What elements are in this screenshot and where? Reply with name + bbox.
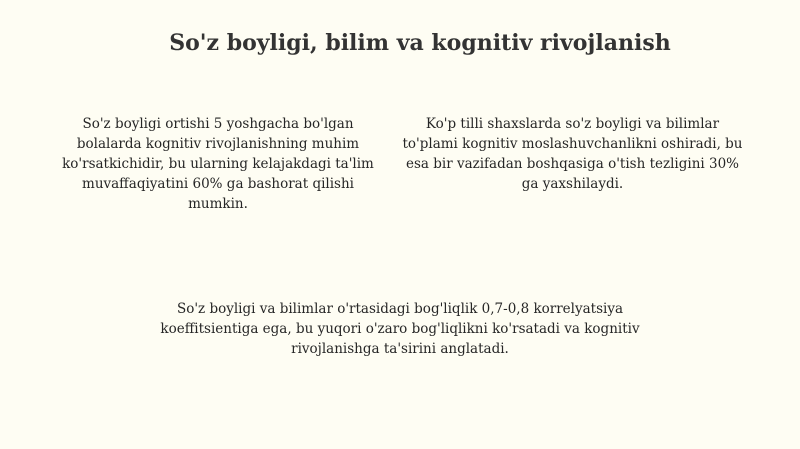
fact-paragraph-vocabulary-children: So'z boyligi ortishi 5 yoshgacha bo'lgan bolalarda kognitiv rivojlanishning muhim ko'rsatkichidir, bu ularning kelajakdagi ta'lim muvaffaqiyatini 60% ga bashorat qilishi mumkin. — [62, 116, 374, 212]
fact-paragraph-correlation: So'z boyligi va bilimlar o'rtasidagi bog'liqlik 0,7-0,8 korrelyatsiya koeffitsientiga ega, bu yuqori o'zaro bog'liqlikni ko'rsatadi va kognitiv rivojlanishga ta'sirini anglatadi. — [160, 301, 640, 357]
slide-title: So'z boyligi, bilim va kognitiv rivojlanish — [169, 30, 671, 56]
fact-paragraph-multilingual: Ko'p tilli shaxslarda so'z boyligi va bilimlar to'plami kognitiv moslashuvchanlikni oshiradi, bu esa bir vazifadan boshqasiga o'tish tezligini 30% ga yaxshilaydi. — [402, 116, 743, 192]
